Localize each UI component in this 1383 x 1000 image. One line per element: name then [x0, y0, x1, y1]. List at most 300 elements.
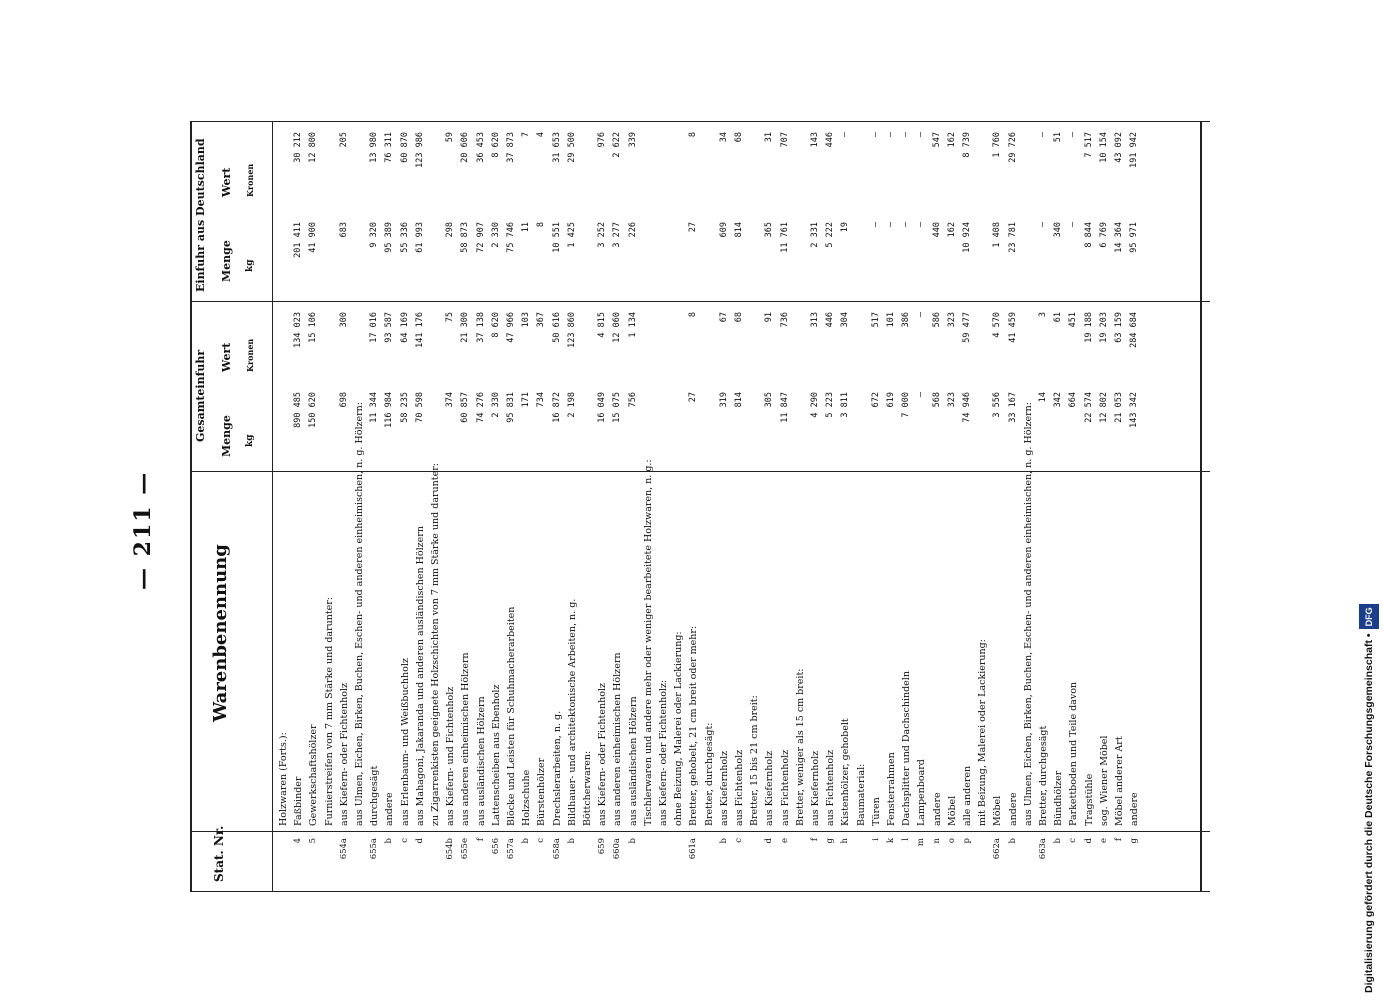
deutschland-wert-cell: 31 653 [551, 132, 562, 163]
deutschland-wert-cell: 29 500 [566, 132, 577, 163]
ware-name-cell: Holzwaren (Forts.): [278, 732, 289, 826]
gesamt-menge-cell: 342 [1053, 392, 1064, 408]
ware-name-cell: Baumaterial: [855, 763, 867, 826]
stat-nr-cell: m [916, 838, 927, 847]
table-row [658, 122, 669, 892]
gesamt-menge-cell: 150 620 [308, 392, 319, 428]
table-row [476, 122, 487, 892]
deutschland-menge-cell: — [886, 222, 896, 228]
stat-nr-cell: e [1098, 838, 1109, 844]
ware-name-cell: aus Kiefernholz [764, 750, 776, 826]
table-row [673, 122, 684, 892]
table-row [825, 122, 836, 892]
ware-name-cell: Gewerkschaftshölzer [308, 724, 320, 826]
stat-nr-cell: f [810, 838, 820, 842]
table-row [992, 122, 1003, 892]
stat-nr-cell: 662a [992, 838, 1003, 860]
stat-nr-cell: 655e [460, 838, 471, 860]
ware-name-cell: Bündhölzer [1053, 770, 1065, 826]
gesamt-menge-cell: 16 872 [551, 392, 562, 423]
table-row [506, 122, 517, 892]
gesamt-wert-cell: 19 188 [1083, 312, 1094, 343]
deutschland-wert-cell: — [886, 132, 896, 138]
stat-nr-cell: p [962, 838, 972, 844]
table-row [780, 122, 791, 892]
stat-nr-cell: d [1083, 838, 1094, 844]
deutschland-menge-cell: 3 277 [612, 222, 623, 248]
stat-nr-cell: 5 [308, 838, 319, 844]
deutschland-menge-cell: 55 336 [399, 222, 410, 253]
ware-name-cell: sog. Wiener Möbel [1098, 735, 1110, 826]
gesamt-wert-cell: 3 [1038, 312, 1048, 318]
ware-name-cell: andere [384, 792, 396, 826]
deutschland-menge-cell: 365 [764, 222, 775, 238]
column-header-menge-2: Menge [220, 240, 233, 282]
table-row [369, 122, 380, 892]
gesamt-menge-cell: 568 [931, 392, 942, 408]
deutschland-menge-cell: 11 [521, 222, 532, 233]
deutschland-wert-cell: 36 453 [475, 132, 486, 163]
ware-name-cell: Möbel [946, 795, 958, 826]
ware-name-cell: zu Zigarrenkisten geeignete Holzschichten von 7 mm Stärke und darunter: [430, 463, 441, 826]
table-row [445, 122, 456, 892]
deutschland-wert-cell: 4 [536, 132, 547, 138]
ware-name-cell: aus Kiefern- oder Fichtenholz [597, 683, 609, 826]
gesamt-menge-cell: 11 847 [779, 392, 790, 423]
gesamt-menge-cell: 15 075 [612, 392, 623, 423]
deutschland-menge-cell: 14 364 [1114, 222, 1124, 253]
table-row [1008, 122, 1019, 892]
gesamt-menge-cell: 698 [338, 392, 349, 408]
table-row [704, 122, 715, 892]
table-row [582, 122, 593, 892]
gesamt-wert-cell: — [916, 312, 927, 318]
ware-name-cell: Holzschuhe [521, 769, 533, 826]
deutschland-wert-cell: 10 154 [1098, 132, 1109, 163]
table-row [1129, 122, 1140, 892]
stat-nr-cell: g [1129, 838, 1140, 844]
stat-nr-cell: c [734, 838, 744, 843]
deutschland-wert-cell: 205 [338, 132, 349, 148]
stat-nr-cell: e [779, 838, 790, 844]
table-row [278, 122, 289, 892]
ware-name-cell: Kistenhölzer, gehobelt [840, 718, 852, 826]
stat-nr-cell: h [840, 838, 851, 844]
deutschland-menge-cell: 683 [338, 222, 349, 238]
deutschland-wert-cell: 20 606 [460, 132, 471, 163]
table-row [916, 122, 927, 892]
gesamt-wert-cell: 323 [946, 312, 957, 328]
table-row [886, 122, 897, 892]
table-row [1023, 122, 1034, 892]
stat-nr-cell: c [536, 838, 547, 843]
deutschland-wert-cell: 1 760 [992, 132, 1003, 158]
gesamt-wert-cell: 41 459 [1007, 312, 1018, 343]
table-row [460, 122, 471, 892]
deutschland-menge-cell: 27 [688, 222, 699, 233]
stat-nr-cell: c [399, 838, 410, 843]
gesamt-wert-cell: 68 [734, 312, 744, 323]
column-header-warenbenennung: Warenbenennung [210, 544, 231, 722]
table-row [324, 122, 335, 892]
gesamt-wert-cell: 300 [338, 312, 349, 328]
ware-name-cell: Faßbinder [293, 776, 305, 826]
gesamt-menge-cell: 323 [946, 392, 957, 408]
ware-name-cell: Lattenscheiben aus Ebenholz [490, 684, 502, 826]
stat-nr-cell: 657a [506, 838, 516, 860]
ware-name-cell: Fensterrahmen [886, 752, 897, 826]
gesamt-wert-cell: 1 134 [627, 312, 638, 338]
unit-kronen-1: Kronen [245, 338, 255, 372]
stat-nr-cell: b [1007, 838, 1018, 844]
gesamt-menge-cell: 60 857 [460, 392, 471, 423]
gesamt-menge-cell: 664 [1068, 392, 1079, 408]
gesamt-menge-cell: 2 198 [566, 392, 577, 418]
gesamt-wert-cell: 91 [764, 312, 775, 323]
deutschland-wert-cell: 34 [718, 132, 729, 143]
gesamt-menge-cell: 734 [536, 392, 547, 408]
gesamt-menge-cell: 2 330 [490, 392, 501, 418]
deutschland-menge-cell: 11 761 [779, 222, 790, 253]
stat-nr-cell: i [870, 838, 881, 841]
deutschland-wert-cell: — [1038, 132, 1048, 138]
ware-name-cell: aus Ulmen, Eichen, Birken, Buchen, Eschen- und anderen einheimischen, n. g. Hölzern: [1022, 402, 1034, 826]
ware-name-cell: aus Fichtenholz [825, 749, 837, 826]
deutschland-wert-cell: 51 [1053, 132, 1064, 143]
column-header-menge-1: Menge [220, 415, 233, 457]
gesamt-wert-cell: 134 023 [293, 312, 304, 348]
deutschland-wert-cell: 446 [825, 132, 836, 148]
table-row [521, 122, 532, 892]
deutschland-wert-cell: 8 620 [490, 132, 501, 158]
ware-name-cell: Bretter, 15 bis 21 cm breit: [749, 695, 761, 826]
stat-nr-cell: b [566, 838, 577, 844]
column-header-einfuhr-deutschland: Einfuhr aus Deutschland [194, 138, 207, 292]
gesamt-wert-cell: 93 587 [384, 312, 395, 343]
deutschland-wert-cell: — [1068, 132, 1079, 138]
gesamt-wert-cell: 367 [536, 312, 547, 328]
gesamt-wert-cell: 19 203 [1098, 312, 1109, 343]
ware-name-cell: durchgesägt [369, 765, 381, 826]
deutschland-wert-cell: 30 212 [293, 132, 304, 163]
deutschland-menge-cell: 201 411 [293, 222, 304, 258]
unit-kronen-2: Kronen [245, 163, 255, 197]
table-row [795, 122, 806, 892]
gesamt-wert-cell: 313 [810, 312, 820, 328]
dfg-sidebar [1359, 8, 1379, 993]
table-row [628, 122, 639, 892]
deutschland-wert-cell: — [840, 132, 851, 138]
deutschland-menge-cell: 1 408 [992, 222, 1003, 248]
gesamt-menge-cell: 672 [870, 392, 881, 408]
gesamt-wert-cell: 21 300 [460, 312, 471, 343]
table-row [947, 122, 958, 892]
gesamt-wert-cell: 103 [521, 312, 532, 328]
deutschland-menge-cell: 10 551 [551, 222, 562, 253]
deutschland-menge-cell: 8 [536, 222, 547, 228]
deutschland-menge-cell: 226 [627, 222, 638, 238]
deutschland-wert-cell: 29 726 [1007, 132, 1018, 163]
deutschland-menge-cell: 3 252 [597, 222, 608, 248]
gesamt-wert-cell: 12 060 [612, 312, 623, 343]
ware-name-cell: aus Mahagoni, Jakaranda und anderen ausländischen Hölzern [414, 526, 426, 826]
table-row [339, 122, 350, 892]
gesamt-menge-cell: 33 167 [1007, 392, 1018, 423]
ware-name-cell: aus Fichtenholz [734, 749, 745, 826]
table-row [1114, 122, 1125, 892]
gesamt-menge-cell: 7 000 [901, 392, 912, 418]
stat-nr-cell: g [825, 838, 836, 844]
deutschland-menge-cell: 95 389 [384, 222, 395, 253]
ware-name-cell: aus ausländischen Hölzern [627, 696, 639, 826]
deutschland-wert-cell: 339 [627, 132, 638, 148]
gesamt-wert-cell: 451 [1068, 312, 1079, 328]
ware-name-cell: aus Fichtenholz [779, 749, 791, 826]
gesamt-menge-cell: 5 223 [825, 392, 836, 418]
deutschland-menge-cell: 2 330 [490, 222, 501, 248]
deutschland-wert-cell: — [916, 132, 927, 138]
gesamt-wert-cell: 75 [445, 312, 456, 323]
gesamt-menge-cell: 756 [627, 392, 638, 408]
stat-nr-cell: o [946, 838, 957, 844]
deutschland-menge-cell: 1 425 [566, 222, 577, 248]
deutschland-menge-cell: 6 769 [1098, 222, 1109, 248]
ware-name-cell: alle anderen [962, 765, 973, 826]
ware-name-cell: Blöcke und Leisten für Schuhmacherarbeiten [506, 606, 517, 826]
gesamt-wert-cell: 446 [825, 312, 836, 328]
ware-name-cell: Lampenboard [916, 759, 928, 826]
gesamt-menge-cell: 22 574 [1083, 392, 1094, 423]
gesamt-wert-cell: 4 570 [992, 312, 1003, 338]
ware-name-cell: andere [1129, 792, 1141, 826]
gesamt-wert-cell: 50 616 [551, 312, 562, 343]
deutschland-wert-cell: 707 [779, 132, 790, 148]
table-row [734, 122, 745, 892]
stat-nr-cell: b [627, 838, 638, 844]
gesamt-menge-cell: 11 344 [369, 392, 380, 423]
stat-nr-cell: 663a [1038, 838, 1048, 860]
ware-name-cell: aus ausländischen Hölzern [475, 696, 487, 826]
table-row [749, 122, 760, 892]
table-row [612, 122, 623, 892]
gesamt-menge-cell: 74 946 [962, 392, 972, 423]
table-row [688, 122, 699, 892]
table-row [430, 122, 441, 892]
ware-name-cell: Möbel anderer Art [1114, 736, 1125, 826]
ware-name-cell: Dachsplitter und Dachschindeln [901, 671, 913, 826]
deutschland-menge-cell: 5 222 [825, 222, 836, 248]
ware-name-cell: ohne Beizung, Malerei oder Lackierung: [673, 631, 685, 826]
deutschland-menge-cell: 61 993 [414, 222, 425, 253]
table-row [840, 122, 851, 892]
unit-kg-1: kg [245, 434, 255, 447]
deutschland-wert-cell: 7 517 [1083, 132, 1094, 158]
table-row [1053, 122, 1064, 892]
stat-nr-cell: l [901, 838, 912, 841]
gesamt-menge-cell: 3 556 [992, 392, 1003, 418]
deutschland-menge-cell: 8 844 [1083, 222, 1094, 248]
table-row [932, 122, 943, 892]
deutschland-menge-cell: 814 [734, 222, 744, 238]
ware-name-cell: Bretter, weniger als 15 cm breit: [794, 668, 806, 826]
deutschland-menge-cell: — [1068, 222, 1079, 228]
deutschland-wert-cell: 37 873 [506, 132, 516, 163]
deutschland-menge-cell: 440 [931, 222, 942, 238]
deutschland-wert-cell: 143 [810, 132, 820, 148]
deutschland-menge-cell: 75 746 [506, 222, 516, 253]
gesamt-menge-cell: 374 [445, 392, 456, 408]
ware-name-cell: aus Kiefern- und Fichtenholz [445, 686, 457, 826]
ware-name-cell: aus Ulmen, Eichen, Birken, Buchen, Eschen- und anderen einheimischen, n. g. Hölzern: [354, 402, 365, 826]
deutschland-wert-cell: — [870, 132, 881, 138]
table-row [536, 122, 547, 892]
gesamt-menge-cell: 171 [521, 392, 532, 408]
gesamt-menge-cell: 70 598 [414, 392, 425, 423]
stat-nr-cell: 656 [490, 838, 501, 855]
gesamt-wert-cell: 37 138 [475, 312, 486, 343]
deutschland-menge-cell: 2 331 [810, 222, 820, 248]
dfg-notice: Digitalisierung gefördert durch die Deutsche Forschungsgemeinschaft •DFG [1359, 8, 1379, 993]
table-row [901, 122, 912, 892]
gesamt-menge-cell: 116 984 [384, 392, 395, 428]
table-row [1099, 122, 1110, 892]
deutschland-wert-cell: 43 092 [1114, 132, 1124, 163]
gesamt-menge-cell: 14 [1038, 392, 1048, 403]
deutschland-wert-cell: 68 [734, 132, 744, 143]
deutschland-wert-cell: 162 [946, 132, 957, 148]
gesamt-menge-cell: 814 [734, 392, 744, 408]
ware-name-cell: Tragstühle [1083, 773, 1095, 826]
deutschland-menge-cell: 162 [946, 222, 957, 238]
deutschland-menge-cell: 609 [718, 222, 729, 238]
gesamt-menge-cell: 95 831 [506, 392, 516, 423]
gesamt-wert-cell: 736 [779, 312, 790, 328]
table-row [764, 122, 775, 892]
gesamt-menge-cell: 58 235 [399, 392, 410, 423]
table-row [810, 122, 821, 892]
gesamt-wert-cell: 284 684 [1129, 312, 1140, 348]
stat-nr-cell: f [1114, 838, 1124, 842]
table-row [308, 122, 319, 892]
deutschland-menge-cell: — [916, 222, 927, 228]
table-row [962, 122, 973, 892]
ware-name-cell: aus Kiefern- oder Fichtenholz [338, 683, 350, 826]
table-row [597, 122, 608, 892]
gesamt-menge-cell: 890 485 [293, 392, 304, 428]
ware-name-cell: aus Erlenbaum- und Weißbuchholz [399, 658, 411, 826]
gesamt-wert-cell: 8 [688, 312, 699, 318]
deutschland-wert-cell: 59 [445, 132, 456, 143]
stat-nr-cell: 661a [688, 838, 699, 860]
gesamt-wert-cell: 123 860 [566, 312, 577, 348]
deutschland-menge-cell: — [1038, 222, 1048, 228]
deutschland-wert-cell: 76 311 [384, 132, 395, 163]
deutschland-wert-cell: 12 800 [308, 132, 319, 163]
gesamt-menge-cell: 27 [688, 392, 699, 403]
gesamt-wert-cell: 141 176 [414, 312, 425, 348]
ware-name-cell: Bürstenhölzer [536, 757, 548, 826]
stat-nr-cell: k [886, 838, 896, 844]
ware-name-cell: aus Kiefern- oder Fichtenholz: [658, 679, 669, 826]
table-row [643, 122, 654, 892]
stat-nr-cell: 655a [369, 838, 380, 860]
page-number: — 211 — [130, 470, 156, 590]
deutschland-wert-cell: 60 870 [399, 132, 410, 163]
gesamt-wert-cell: 4 815 [597, 312, 608, 338]
deutschland-wert-cell: 31 [764, 132, 775, 143]
deutschland-wert-cell: 547 [931, 132, 942, 148]
ware-name-cell: andere [931, 792, 943, 826]
gesamt-wert-cell: 586 [931, 312, 942, 328]
stat-nr-cell: 4 [293, 838, 304, 844]
ware-name-cell: Möbel [992, 795, 1004, 826]
ware-name-cell: Bretter, durchgesägt: [703, 722, 715, 826]
gesamt-wert-cell: 304 [840, 312, 851, 328]
ware-name-cell: aus anderen einheimischen Hölzern [460, 652, 472, 826]
table-row [977, 122, 988, 892]
stat-nr-cell: d [414, 838, 425, 844]
gesamt-menge-cell: 12 802 [1098, 392, 1109, 423]
gesamt-wert-cell: 47 966 [506, 312, 516, 343]
stat-nr-cell: d [764, 838, 775, 844]
column-header-gesamteinfuhr: Gesamteinfuhr [194, 349, 207, 442]
deutschland-wert-cell: 976 [597, 132, 608, 148]
ware-name-cell: Drechslerarbeiten, n. g. [551, 710, 563, 826]
ware-name-cell: aus Kiefernholz [718, 750, 730, 826]
deutschland-menge-cell: 58 873 [460, 222, 471, 253]
ware-name-cell: Bildhauer- und architektonische Arbeiten, n. g. [566, 598, 578, 826]
deutschland-wert-cell: 8 [688, 132, 699, 138]
statistics-table [190, 122, 1210, 892]
gesamt-wert-cell: 64 169 [399, 312, 410, 343]
gesamt-wert-cell: 8 620 [490, 312, 501, 338]
deutschland-menge-cell: 19 [840, 222, 851, 233]
gesamt-menge-cell: 21 053 [1114, 392, 1124, 423]
table-row [1084, 122, 1095, 892]
gesamt-wert-cell: 17 016 [369, 312, 380, 343]
deutschland-menge-cell: 340 [1053, 222, 1064, 238]
gesamt-menge-cell: 305 [764, 392, 775, 408]
ware-name-cell: andere [1007, 792, 1019, 826]
gesamt-menge-cell: 3 811 [840, 392, 851, 418]
table-row [1038, 122, 1049, 892]
table-row [384, 122, 395, 892]
stat-nr-cell: b [521, 838, 532, 844]
deutschland-wert-cell: 123 986 [414, 132, 425, 168]
gesamt-menge-cell: — [916, 392, 927, 398]
deutschland-menge-cell: 41 900 [308, 222, 319, 253]
table-row [293, 122, 304, 892]
deutschland-wert-cell: 7 [521, 132, 532, 138]
deutschland-menge-cell: 10 924 [962, 222, 972, 253]
unit-kg-2: kg [245, 259, 255, 272]
deutschland-menge-cell: 298 [445, 222, 456, 238]
deutschland-wert-cell: 8 739 [962, 132, 972, 158]
stat-nr-cell: n [931, 838, 942, 844]
deutschland-menge-cell: 23 781 [1007, 222, 1018, 253]
gesamt-menge-cell: 143 342 [1129, 392, 1140, 428]
table-row [491, 122, 502, 892]
gesamt-menge-cell: 16 049 [597, 392, 608, 423]
gesamt-wert-cell: 386 [901, 312, 912, 328]
stat-nr-cell: 659 [597, 838, 608, 855]
column-header-stat-nr: Stat. Nr. [212, 825, 226, 882]
gesamt-wert-cell: 101 [886, 312, 896, 328]
ware-name-cell: aus anderen einheimischen Hölzern [612, 652, 624, 826]
column-header-wert-1: Wert [220, 342, 233, 372]
table-row [400, 122, 411, 892]
table-row [871, 122, 882, 892]
